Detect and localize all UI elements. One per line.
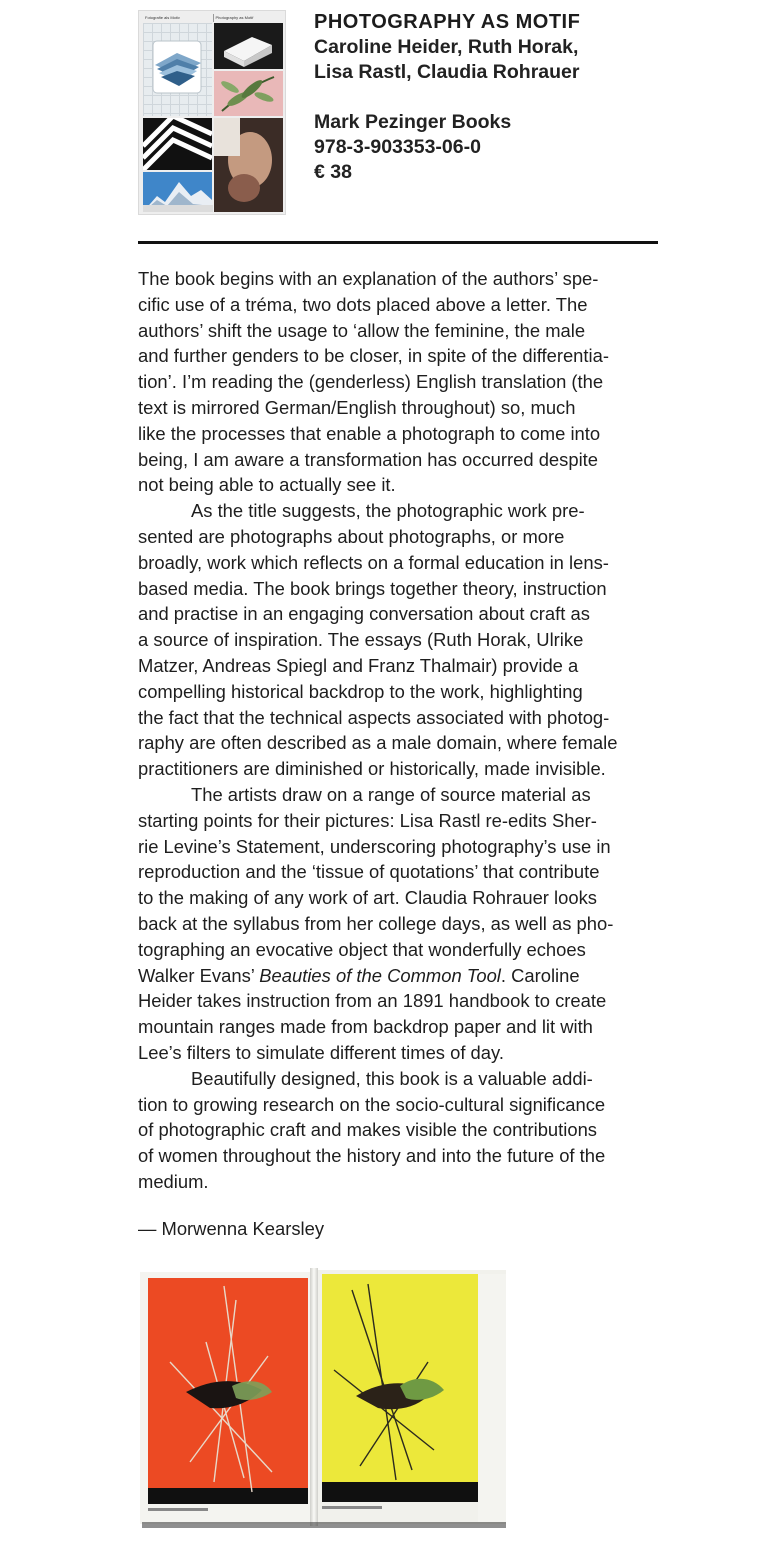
text-line: of photographic craft and makes visible the contributions <box>138 1119 598 1141</box>
cover-portrait-photo <box>214 118 283 212</box>
book-isbn: 978-3-903353-06-0 <box>314 136 481 158</box>
header-divider <box>138 241 658 244</box>
text-line: being, I am aware a transformation has occurred despite <box>138 448 599 470</box>
text-line: starting points for their pictures: Lisa Rastl re-edits Sher- <box>138 809 597 831</box>
text-line: not being able to actually see it. <box>138 474 396 496</box>
cover-header-right: Photography as Motif <box>213 14 284 22</box>
text-line: and practise in an engaging conversation about craft as <box>138 603 590 625</box>
text-line: tion’. I’m reading the (genderless) English translation (the <box>138 371 604 393</box>
text-line: mountain ranges made from backdrop paper and lit with <box>138 1016 593 1038</box>
text-line: of women throughout the history and into the future of the <box>138 1145 606 1167</box>
spread-spine <box>310 1268 318 1526</box>
cover-grid-photo <box>143 23 212 116</box>
text-line: broadly, work which reflects on a formal education in lens- <box>138 551 609 573</box>
article-paragraph <box>138 1066 668 1195</box>
book-title: PHOTOGRAPHY AS MOTIF <box>314 11 581 33</box>
spread-right-page <box>316 1270 506 1524</box>
text-line: back at the syllabus from her college days, as well as pho- <box>138 912 614 934</box>
cover-header-left: Fotografie als Motiv <box>145 15 180 20</box>
text-line: tographing an evocative object that wonderfully echoes <box>138 938 586 960</box>
article-paragraph <box>138 498 668 782</box>
text-line: medium. <box>138 1170 209 1192</box>
cover-stripes-photo <box>143 118 212 170</box>
spread-shadow <box>142 1522 506 1528</box>
cover-header <box>143 14 283 22</box>
text-line: authors’ shift the usage to ‘allow the feminine, the male <box>138 319 586 341</box>
cover-leaf-photo <box>214 71 283 116</box>
book-publisher: Mark Pezinger Books <box>314 111 512 133</box>
cover-footer-strip <box>143 205 213 212</box>
text-line: The artists draw on a range of source material as <box>191 783 591 805</box>
text-line: sented are photographs about photographs, or more <box>138 525 565 547</box>
review-article <box>138 266 668 1195</box>
text-line: Heider takes instruction from an 1891 handbook to create <box>138 990 607 1012</box>
authors-line: Lisa Rastl, Claudia Rohrauer <box>314 61 580 83</box>
book-spread-photo <box>140 1268 508 1526</box>
text-segment: Walker Evans’ <box>138 964 260 986</box>
text-line: rie Levine’s Statement, underscoring photography’s use in <box>138 835 611 857</box>
text-line: The book begins with an explanation of the authors’ spe- <box>138 268 599 289</box>
review-byline: — Morwenna Kearsley <box>138 1218 325 1239</box>
text-line: Beautifully designed, this book is a valuable addi- <box>191 1067 593 1089</box>
text-line: reproduction and the ‘tissue of quotations’ that contribute <box>138 861 600 883</box>
text-line: cific use of a tréma, two dots placed above a letter. The <box>138 293 588 315</box>
book-title-italic: Beauties of the Common Tool <box>259 964 501 986</box>
spread-left-page <box>140 1272 312 1524</box>
authors-line: Caroline Heider, Ruth Horak, <box>314 36 579 58</box>
article-paragraph <box>138 266 668 498</box>
text-line <box>138 963 668 989</box>
text-line: like the processes that enable a photograph to come into <box>138 422 601 444</box>
text-line: a source of inspiration. The essays (Ruth Horak, Ulrike <box>138 629 584 651</box>
text-line: the fact that the technical aspects associated with photog- <box>138 706 610 728</box>
text-line: compelling historical backdrop to the work, highlighting <box>138 680 583 702</box>
text-line: Lee’s filters to simulate different times of day. <box>138 1041 504 1063</box>
text-line: practitioners are diminished or historically, made invisible. <box>138 758 606 780</box>
text-line: to the making of any work of art. Claudia Rohrauer looks <box>138 887 597 909</box>
book-cover-image <box>138 10 286 215</box>
book-info <box>314 10 654 185</box>
text-line: tion to growing research on the socio-cultural significance <box>138 1093 606 1115</box>
text-segment: . Caroline <box>500 964 580 986</box>
book-price: € 38 <box>314 161 352 183</box>
text-line: based media. The book brings together theory, instruction <box>138 577 607 599</box>
text-line: raphy are often described as a male domain, where female <box>138 732 618 754</box>
article-paragraph <box>138 782 668 1066</box>
book-authors <box>314 35 654 85</box>
text-line: As the title suggests, the photographic work pre- <box>191 500 585 522</box>
cover-paper-photo <box>214 23 283 69</box>
text-line: text is mirrored German/English throughout) so, much <box>138 396 576 418</box>
text-line: Matzer, Andreas Spiegl and Franz Thalmair) provide a <box>138 654 579 676</box>
text-line: and further genders to be closer, in spite of the differentia- <box>138 345 609 367</box>
